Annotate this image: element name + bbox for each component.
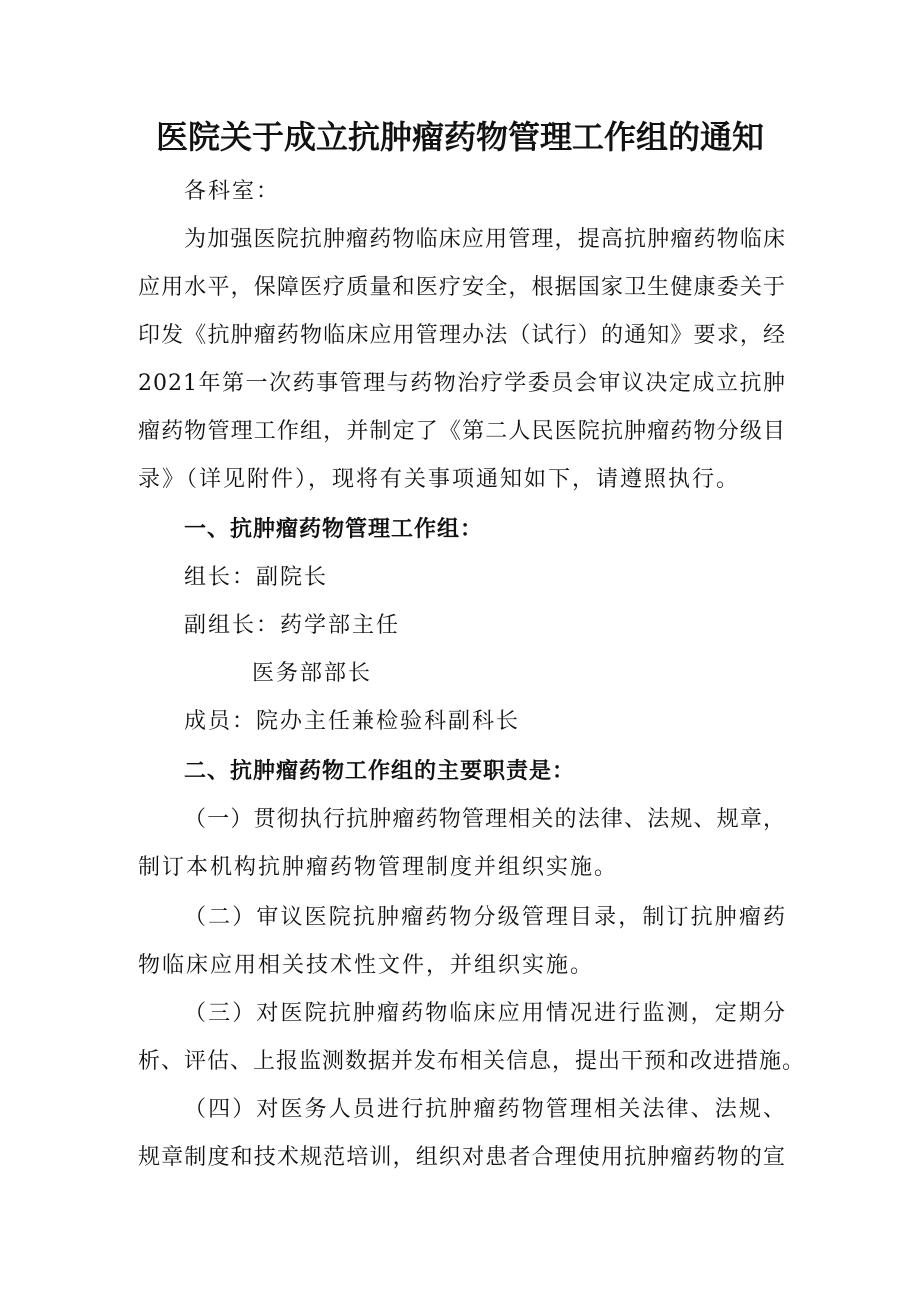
section-2-heading: 二、抗肿瘤药物工作组的主要职责是： bbox=[184, 759, 576, 784]
intro-line: 2021年第一次药事管理与药物治疗学委员会审议决定成立抗肿 bbox=[138, 371, 786, 396]
group-leader: 组长：副院长 bbox=[184, 565, 329, 590]
document-title: 医院关于成立抗肿瘤药物管理工作组的通知 bbox=[155, 118, 764, 156]
salutation: 各科室： bbox=[184, 179, 281, 204]
duty-item-line: （一）贯彻执行抗肿瘤药物管理相关的法律、法规、规章， bbox=[184, 807, 786, 832]
duty-item-line: 规章制度和技术规范培训，组织对患者合理使用抗肿瘤药物的宣 bbox=[138, 1145, 786, 1170]
duty-item-line: （四）对医务人员进行抗肿瘤药物管理相关法律、法规、 bbox=[184, 1097, 786, 1122]
intro-line: 印发《抗肿瘤药物临床应用管理办法（试行）的通知》要求，经 bbox=[138, 323, 786, 348]
duty-item-line: （二）审议医院抗肿瘤药物分级管理目录，制订抗肿瘤药 bbox=[184, 905, 786, 930]
intro-line: 录》（详见附件），现将有关事项通知如下，请遵照执行。 bbox=[138, 467, 741, 492]
deputy-leader-2: 医务部部长 bbox=[252, 661, 373, 686]
intro-line: 应用水平，保障医疗质量和医疗安全，根据国家卫生健康委关于 bbox=[138, 275, 786, 300]
deputy-leader: 副组长：药学部主任 bbox=[184, 613, 401, 638]
duty-item-line: 物临床应用相关技术性文件，并组织实施。 bbox=[138, 953, 595, 978]
duty-item-line: 析、评估、上报监测数据并发布相关信息，提出干预和改进措施。 bbox=[138, 1049, 806, 1074]
duty-item-line: 制订本机构抗肿瘤药物管理制度并组织实施。 bbox=[138, 855, 619, 880]
intro-line: 瘤药物管理工作组，并制定了《第二人民医院抗肿瘤药物分级目 bbox=[138, 419, 786, 444]
group-members: 成员：院办主任兼检验科副科长 bbox=[184, 709, 521, 734]
section-1-heading: 一、抗肿瘤药物管理工作组： bbox=[184, 517, 484, 542]
intro-line: 为加强医院抗肿瘤药物临床应用管理，提高抗肿瘤药物临床 bbox=[184, 227, 786, 252]
duty-item-line: （三）对医院抗肿瘤药物临床应用情况进行监测，定期分 bbox=[184, 1001, 786, 1026]
